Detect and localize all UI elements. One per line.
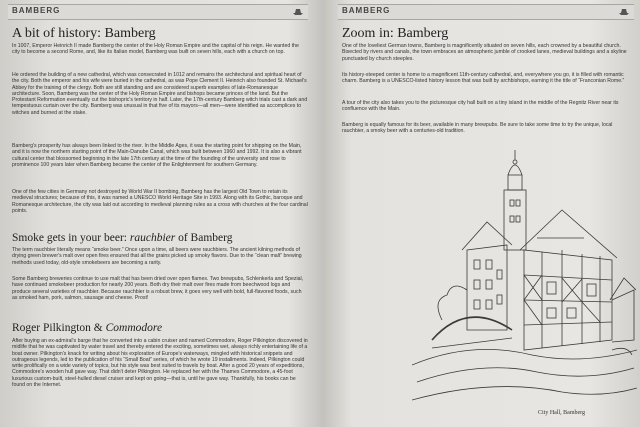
beer-paragraph: Some Bamberg breweries continue to use malt that has been dried over open flames. Two brewpubs, Schlenkerla and Spezial, have continued smokebeer production for nearly 200 years. Both dry their malt over fires made from beechwood logs and produce several varieties of rauchbier. Because rauchbier is a robust brew, it goes very well with bold, full-flavored foods, such as smoked ham, pork, salmon, sausage and cheese. Prost! [12, 276, 304, 301]
beer-heading [12, 232, 233, 244]
zoom-heading: Zoom in: Bamberg [342, 26, 449, 41]
zoom-paragraph: A tour of the city also takes you to the picturesque city hall built on a tiny island in the middle of the Regnitz River near its confluence with the Main. [342, 100, 619, 113]
running-head: BAMBERG [342, 6, 391, 15]
right-page [322, 0, 640, 427]
running-head-band [8, 4, 308, 20]
history-paragraph: In 1007, Emperor Heinrich II made Bamberg the center of the Holy Roman Empire and the capital of his reign. He wanted the city to become a second Rome, and, like its Italian model, Bamberg was built on seven hills, each with a church on top. [12, 43, 299, 56]
history-paragraph: He ordered the building of a new cathedral, which was consecrated in 1012 and remains the architectural and spiritual heart of the city. Both the emperor and his wife were buried in the cathedral, as was Pope Clement II. Heinrich also founded St. Michael's Abbey for the training of the clergy. Both are still standing and are considered superb examples of late-Romanesque architecture. Soon, Bamberg was the center of the Holy Roman Empire and bishops became princes of the land. But the Protestant Reformation eventually cut the bishopric's territory in half. Later, the 17th-century Bamberg witch trials cast a dark and tempestuous curtain over the city. Bamberg was unusual in that five of its mayors—all men—were identified as accomplices to witches and burned at the stake. [12, 72, 308, 116]
roger-paragraph: After buying an ex-admiral's barge that he converted into a cabin cruiser and named Commodore, Roger Pilkington discovered in midlife that he was captivated by water travel and thereby entered the exciting, sometimes wet, always richly entertaining life of a boat owner. Pilkington's knack for writing about his exploration of Europe's waterways, mingled with historical snippets and outrageous legends, led to the publication of his “Small Boat” series, of which he wrote 19 installments. Indeed, Pilkington could write prolifically on a wide variety of topics, but his style was best suited to travels by boat. After a good 20 years of expeditions, Commodore's wooden hull gave way. That didn't deter Pilkington. He replaced her with the Thames Commodore, a 45-foot luxurious custom-built, steel-hulled diesel cruiser and kept on going—that is, until he gave way. Thankfully, his books can be found on the Internet. [12, 338, 308, 389]
zoom-paragraph: One of the loveliest German towns, Bamberg is magnificently situated on seven hills, each crowned by a beautiful church. Bisected by rivers and canals, the town embraces an atmospheric jumble of crooked lanes, medieval buildings and a skyline punctuated by church steeples. [342, 43, 627, 62]
running-head: BAMBERG [12, 6, 61, 15]
roger-heading-start: Roger Pilkington & [12, 322, 103, 334]
boat-logo-icon [292, 8, 304, 15]
boat-logo-icon [618, 8, 630, 15]
beer-heading-italic: rauchbier [129, 232, 176, 244]
illustration-caption: City Hall, Bamberg [538, 410, 586, 416]
beer-heading-start: Smoke gets in your beer: [12, 232, 127, 244]
beer-heading-end: of Bamberg [178, 232, 233, 244]
city-hall-illustration [412, 150, 637, 412]
running-head-band [338, 4, 634, 20]
zoom-paragraph: Bamberg is equally famous for its beer, available in many brewpubs. Be sure to take some time to try the unique, local rauchbier, a smoky beer with a centuries-old tradition. [342, 122, 613, 135]
beer-paragraph: The term rauchbier literally means “smoke beer.” Once upon a time, all beers were rauchbiers. The ancient kilning methods of drying green brewer's malt over open fires ensured that all the grains picked up smoky flavors. Due to the “clean malt” brewing methods used today, old-style smokebeers are becoming a rarity. [12, 247, 302, 266]
zoom-paragraph: Its history-steeped center is home to a magnificent 11th-century cathedral, and, everywhere you go, it is filled with romantic charm. Bamberg is a UNESCO-listed history lesson that was built by archbishops, earning it the title of “Franconian Rome.” [342, 72, 625, 85]
history-heading: A bit of history: Bamberg [12, 26, 156, 41]
history-paragraph: Bamberg's prosperity has always been linked to the river. In the Middle Ages, it was the starting point for shipping on the Main, and it is now the northern starting point of the Main-Danube Canal, which was built between 1960 and 1992. It is also a vibrant cultural center that blossomed beginning in the late 17th century at the time of the founding of the university and rose to prominence 100 years later when Bamberg became the center of the Enlightenment for southern Germany. [12, 143, 302, 168]
roger-heading-italic: Commodore [105, 322, 163, 334]
roger-heading [12, 322, 162, 334]
history-paragraph: One of the few cities in Germany not destroyed by World War II bombing, Bamberg has the largest Old Town to retain its medieval structures; because of this, it was named a UNESCO World Heritage Site in 1993. Along with its Gothic, baroque and Romanesque architecture, the city was laid out according to medieval planning rules as a cross with churches at the four cardinal points. [12, 189, 308, 214]
